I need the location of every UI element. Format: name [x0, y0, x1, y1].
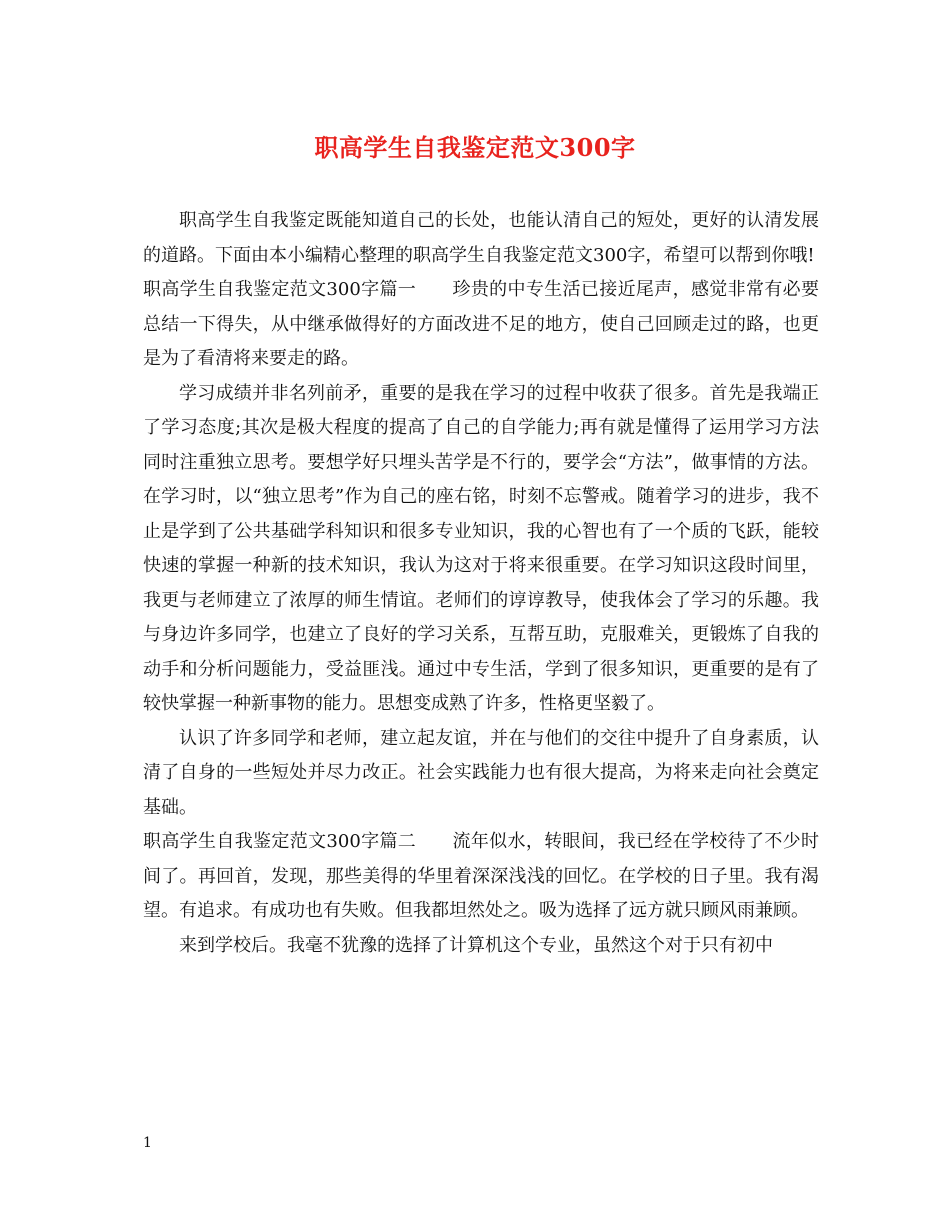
study-paragraph: 学习成绩并非名列前矛，重要的是我在学习的过程中收获了很多。首先是我端正了学习态度;其次是极大程度的提高了自己的自学能力;再有就是懂得了运用学习方法同时注重独立思考。要想学好只埋头苦学是不行的，要学会“方法”，做事情的方法。在学习时，以“独立思考”作为自己的座右铭，时刻不忘警戒。随着学习的进步，我不止是学到了公共基础学科知识和很多专业知识，我的心智也有了一个质的飞跃，能较快速的掌握一种新的技术知识，我认为这对于将来很重要。在学习知识这段时间里，我更与老师建立了浓厚的师生情谊。老师们的谆谆教导，使我体会了学习的乐趣。我与身边许多同学，也建立了良好的学习关系，互帮互助，克服难关，更锻炼了自我的动手和分析问题能力，受益匪浅。通过中专生活，学到了很多知识，更重要的是有了较快掌握一种新事物的能力。思想变成熟了许多，性格更坚毅了。	[143, 382, 819, 714]
document-title: 职高学生自我鉴定范文300字	[314, 133, 636, 162]
intro-paragraph: 职高学生自我鉴定既能知道自己的长处，也能认清自己的短处，更好的认清发展的道路。下面由本小编精心整理的职高学生自我鉴定范文300字，希望可以帮到你哦!	[143, 210, 819, 266]
section-two-text: 流年似水，转眼间，我已经在学校待了不少时间了。再回首，发现，那些美得的华里着深深浅浅的回忆。在学校的日子里。我有渴望。有追求。有成功也有失败。但我都坦然处之。吸为选择了远方就只顾风雨兼顾。	[143, 831, 820, 921]
friendship-paragraph: 认识了许多同学和老师，建立起友谊，并在与他们的交往中提升了自身素质，认清了自身的一些短处并尽力改正。社会实践能力也有很大提高，为将来走向社会奠定基础。	[143, 727, 819, 818]
section-one-heading: 职高学生自我鉴定范文300字篇一	[143, 279, 417, 300]
section-two-paragraph	[143, 825, 819, 929]
section-one-paragraph	[143, 273, 819, 377]
document-body	[143, 204, 819, 963]
major-choice-paragraph: 来到学校后。我毫不犹豫的选择了计算机这个专业，虽然这个对于只有初中	[179, 934, 773, 956]
section-one-text: 珍贵的中专生活已接近尾声，感觉非常有必要总结一下得失，从中继承做得好的方面改进不足的地方，使自己回顾走过的路，也更是为了看清将来要走的路。	[143, 279, 820, 369]
page-number: 1	[143, 1135, 152, 1151]
section-two-heading: 职高学生自我鉴定范文300字篇二	[143, 831, 417, 852]
